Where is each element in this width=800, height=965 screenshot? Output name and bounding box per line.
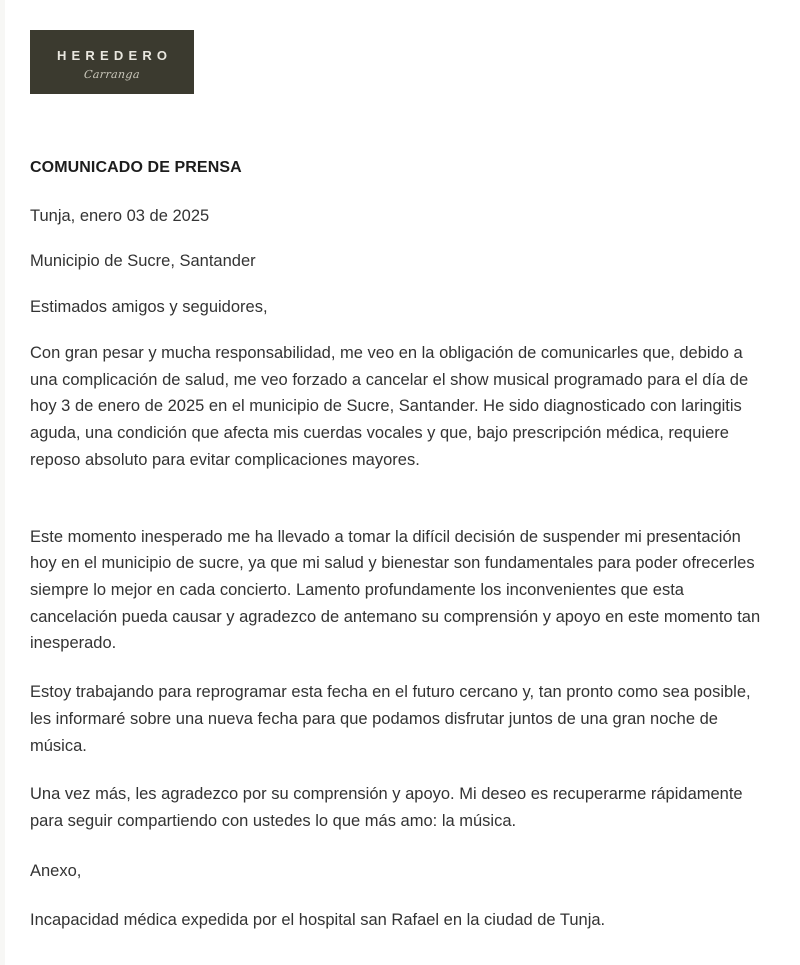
page-title: COMUNICADO DE PRENSA (30, 159, 242, 176)
heredero-logo (30, 30, 194, 94)
annex-text: Incapacidad médica expedida por el hospital san Rafael en la ciudad de Tunja. (30, 910, 606, 929)
annex-label: Anexo, (30, 861, 82, 880)
salutation: Estimados amigos y seguidores, (30, 297, 268, 316)
paragraph-4: Una vez más, les agradezco por su comprensión y apoyo. Mi deseo es recuperarme rápidamente para seguir compartiendo con ustedes lo que más amo: la música. (30, 785, 743, 831)
paragraph-3: Estoy trabajando para reprogramar esta fecha en el futuro cercano y, tan pronto como sea posible, les informaré sobre una nueva fecha para que podamos disfrutar juntos de una gran noche de música. (30, 683, 751, 755)
page-left-edge-strip (0, 0, 5, 965)
dateline: Tunja, enero 03 de 2025 (30, 207, 210, 226)
paragraph-2: Este momento inesperado me ha llevado a tomar la difícil decisión de suspender mi presentación hoy en el municipio de sucre, ya que mi salud y bienestar son fundamentales para poder ofrecerles siempre lo mejor en cada concierto. Lamento profundamente los inconvenientes que esta cancelación pueda causar y agradezco de antemano su comprensión y apoyo en este momento tan inesperado. (30, 527, 761, 653)
location-line: Municipio de Sucre, Santander (30, 252, 256, 271)
logo-script-text: Carranga (83, 67, 141, 81)
paragraph-1: Con gran pesar y mucha responsabilidad, me veo en la obligación de comunicarles que, debido a una complicación de salud, me veo forzado a cancelar el show musical programado para el día de hoy 3 de enero de 2025 en el municipio de Sucre, Santander. He sido diagnosticado con laringitis aguda, una condición que afecta mis cuerdas vocales y que, bajo prescripción médica, requiere reposo absoluto para evitar complicaciones mayores. (30, 343, 749, 469)
logo-wordmark-text: HEREDERO (56, 47, 173, 63)
document-content (30, 30, 770, 932)
